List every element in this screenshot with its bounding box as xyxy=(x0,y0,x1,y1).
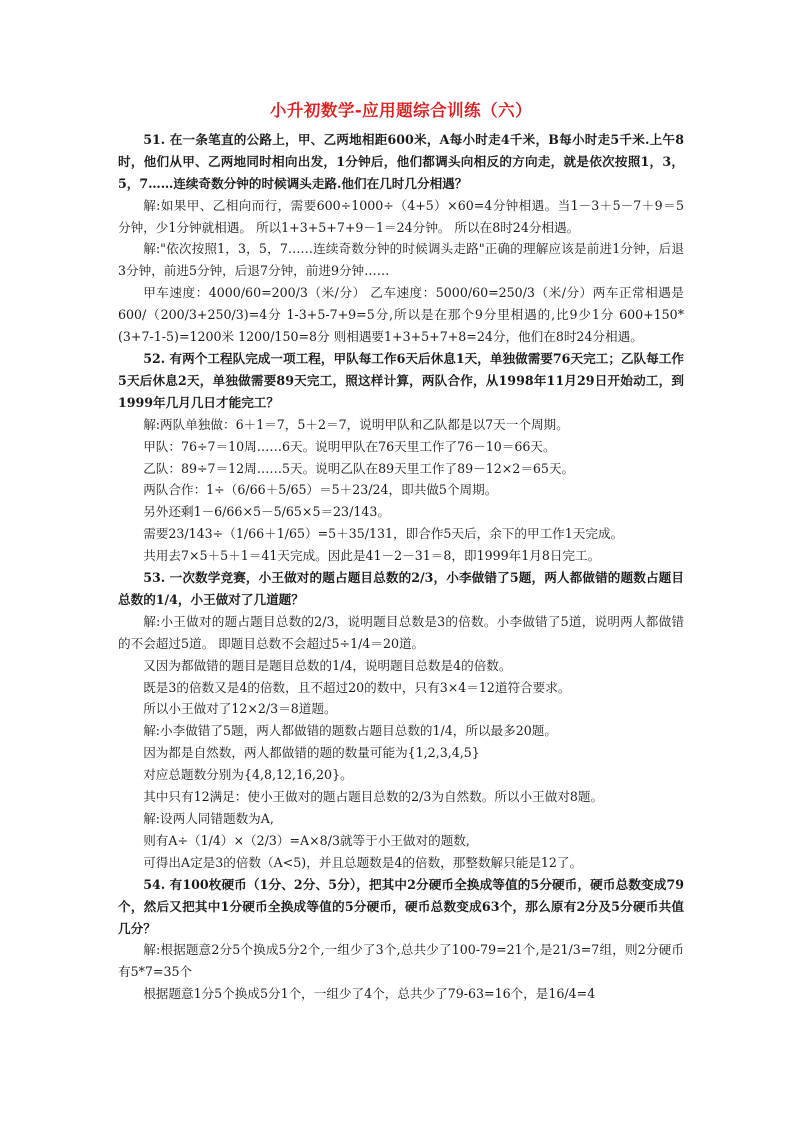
document-page xyxy=(118,100,684,1005)
document-title: 小升初数学-应用题综合训练（六） xyxy=(269,101,533,120)
q52-line: 需要23/143÷（1/66＋1/65）=5＋35/131，即合作5天后，余下的甲工作1天完成。 xyxy=(143,526,624,542)
q53-solution-first: 解:小王做对的题占题目总数的2/3，说明题目总数是3的倍数。小李做错了5道，说明两人都做错的不会超过5道。 即题目总数不会超过5÷1/4＝20道。 xyxy=(118,613,684,651)
q51-solution-1: 解:如果甲、乙相向而行，需要600÷1000÷（4+5）×60=4分钟相遇。当1－3＋5－7＋9＝5分钟，少1分钟就相遇。 所以1+3+5+7+9－1＝24分钟。 所以在8时24分相遇。 xyxy=(118,197,684,235)
q53-line: 解:小李做错了5题，两人都做错的题数占题目总数的1/4，所以最多20题。 xyxy=(143,723,557,739)
q54-solution-2: 根据题意1分5个换成5分1个，一组少了4个，总共少了79-63=16个，是16/4=4 xyxy=(143,986,596,1002)
q52-line: 乙队：89÷7＝12周……5天。说明乙队在89天里工作了89－12×2＝65天。 xyxy=(143,460,575,476)
q53-line: 可得出A定是3的倍数（A<5)，并且总题数是4的倍数，那整数解只能是12了。 xyxy=(143,854,583,870)
q53-line: 其中只有12满足：使小王做对的题占题目总数的2/3为自然数。所以小王做对8题。 xyxy=(143,789,604,805)
question-52: 52. 有两个工程队完成一项工程，甲队每工作6天后休息1天，单独做需要76天完工；乙队每工作5天后休息2天，单独做需要89天完工，照这样计算，两队合作，从1998年11月29日开始动工，到1999年几月几日才能完工？ xyxy=(118,350,684,410)
q54-solution-1: 解:根据题意2分5个换成5分2个,一组少了3个,总共少了100-79=21个,是21/3=7组，则2分硬币有5*7=35个 xyxy=(118,942,684,980)
q53-line: 所以小王做对了12×2/3＝8道题。 xyxy=(143,701,337,717)
q52-line: 解:两队单独做：6＋1＝7，5＋2＝7，说明甲队和乙队都是以7天一个周期。 xyxy=(143,416,569,432)
q52-line: 共用去7×5＋5＋1＝41天完成。因此是41－2－31＝8，即1999年1月8日完工。 xyxy=(143,548,601,564)
q53-line: 对应总题数分别为{4,8,12,16,20}。 xyxy=(143,767,353,783)
question-51: 51. 在一条笔直的公路上，甲、乙两地相距600米，A每小时走4千米，B每小时走5千米.上午8时，他们从甲、乙两地同时相向出发，1分钟后，他们都调头向相反的方向走，就是依次按照1，3，5，7……连续奇数分钟的时候调头走路.他们在几时几分相遇？ xyxy=(118,131,684,191)
question-53: 53. 一次数学竞赛，小王做对的题占题目总数的2/3，小李做错了5题，两人都做错的题数占题目总数的1/4，小王做对了几道题？ xyxy=(118,570,684,607)
q51-solution-2: 解:"依次按照1，3，5，7……连续奇数分钟的时候调头走路"正确的理解应该是前进1分钟，后退3分钟，前进5分钟，后退7分钟，前进9分钟…… xyxy=(118,241,684,279)
q53-line: 因为都是自然数，两人都做错的题的数量可能为{1,2,3,4,5} xyxy=(143,745,480,761)
q53-line: 解:设两人同错题数为A, xyxy=(143,811,274,826)
question-54: 54. 有100枚硬币（1分、2分、5分），把其中2分硬币全换成等值的5分硬币，硬币总数变成79个，然后又把其中1分硬币全换成等值的5分硬币，硬币总数变成63个，那么原有2分及5分硬币共值几分？ xyxy=(118,876,684,936)
q53-line: 又因为都做错的题目是题目总数的1/4，说明题目总数是4的倍数。 xyxy=(143,657,512,673)
q52-line: 甲队：76÷7＝10周……6天。说明甲队在76天里工作了76－10＝66天。 xyxy=(143,438,556,454)
q52-line: 另外还剩1－6/66×5－5/65×5＝23/143。 xyxy=(143,504,390,520)
q52-line: 两队合作：1÷（6/66＋5/65）＝5＋23/24，即共做5个周期。 xyxy=(143,482,498,498)
q53-line: 既是3的倍数又是4的倍数，且不超过20的数中，只有3×4＝12道符合要求。 xyxy=(143,679,571,695)
q53-line: 则有A÷（1/4）×（2/3）=A×8/3就等于小王做对的题数, xyxy=(143,832,470,848)
q51-solution-3: 甲车速度：4000/60=200/3（米/分） 乙车速度：5000/60=250/3（米/分）两车正常相遇是600/（200/3+250/3)=4分 1-3+5-7+9=5分,所以是在那个9分里相遇的,比9少1分 600+150*(3+7-1-5)=1200米 1200/150=8分 则相遇要1+3+5+7+8=24分，他们在8时24分相遇。 xyxy=(118,285,684,345)
